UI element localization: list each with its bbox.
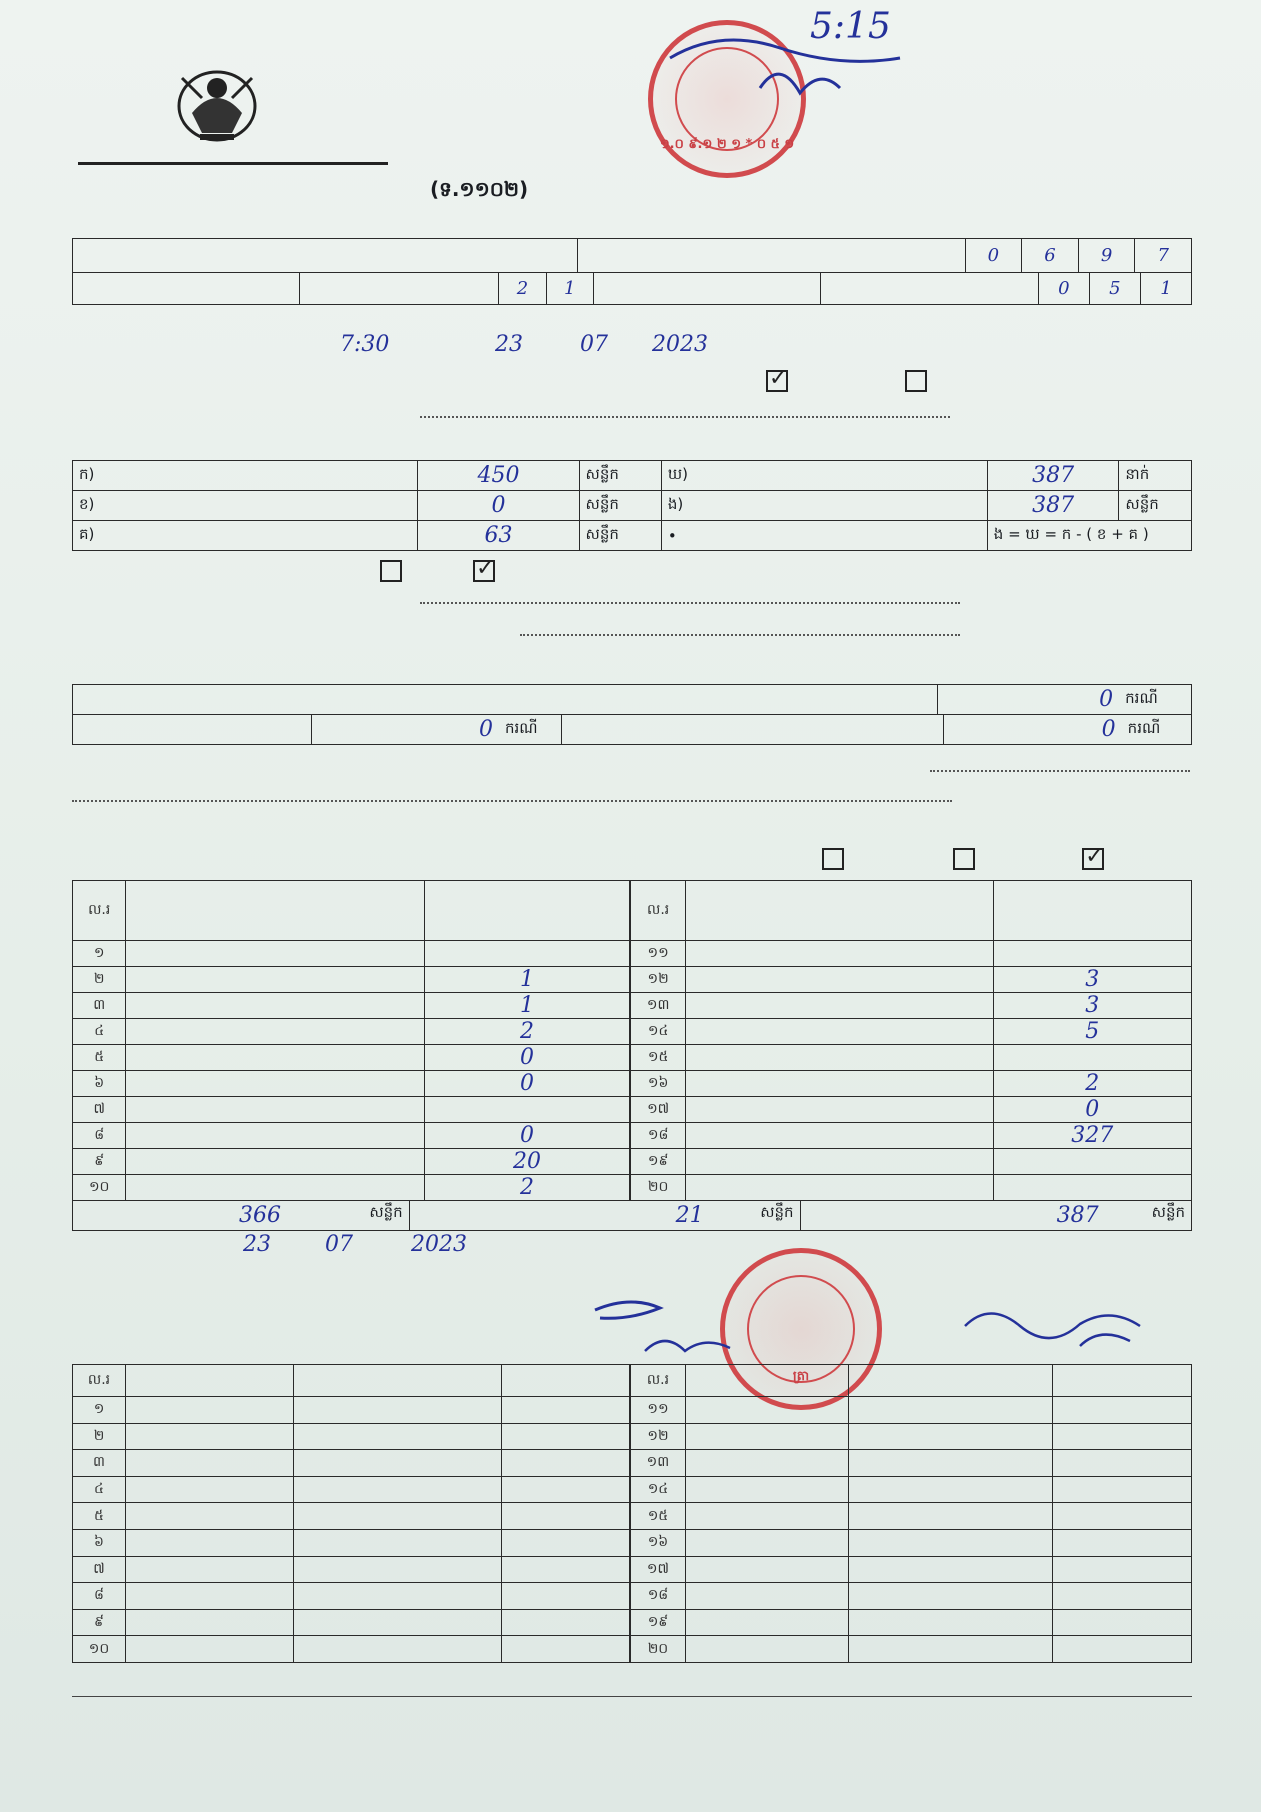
row-number: ៧ [73,1097,126,1123]
witness-party [294,1423,502,1450]
table-row [631,1071,1192,1097]
witness-party [294,1529,502,1556]
party-name [686,1045,993,1071]
signature-cell [1052,1450,1191,1477]
total-in-box-unit: សន្លឹក [1151,1203,1185,1221]
table-row [631,1175,1192,1201]
row-unit: សន្លឹក [579,461,661,491]
party-name [686,1123,993,1149]
vote-count: 327 [993,1123,1191,1149]
table-row [631,1097,1192,1123]
witness-party [848,1503,1052,1530]
signature-cell [1052,1609,1191,1636]
col-votes-header [993,881,1191,941]
vote-count: 20 [425,1149,630,1175]
row-number: ២ [73,967,126,993]
col-votes-header [425,881,630,941]
witness-name [126,1636,294,1663]
signature-cell [501,1583,629,1610]
witness-party [294,1503,502,1530]
witness-name [685,1423,848,1450]
row-label [710,521,988,551]
table-row [73,1097,630,1123]
table-row [631,1556,1192,1583]
party-name [126,1175,425,1201]
table-row [631,1149,1192,1175]
date-month: 07 [325,1232,353,1257]
section2-discrepancy-line [130,560,1190,584]
row-label [121,461,418,491]
row-label [121,521,418,551]
voters-value: 387 [987,461,1119,491]
footer-rule [72,1696,1192,1697]
vote-count [993,1149,1191,1175]
station-code-digit: 6 [1022,239,1079,273]
witness-name [685,1476,848,1503]
appealed-value: 0 [943,715,1121,745]
total-valid-unit: សន្លឹក [369,1203,403,1221]
table-row [631,941,1192,967]
signature-cell [1052,1423,1191,1450]
row-number: ១៧ [631,1097,686,1123]
ballots-received-value: 450 [418,461,579,491]
table-row [631,1397,1192,1424]
row-number: ១១ [631,941,686,967]
table-row [631,1609,1192,1636]
total-invalid-value: 21 [675,1203,704,1228]
row-number: ៧ [73,1556,126,1583]
total-in-box-cell [800,1201,1191,1231]
witness-name [685,1397,848,1424]
differs-checkbox[interactable] [905,370,927,392]
party-name [686,941,993,967]
date-year: 2023 [411,1232,467,1257]
section3-dotline-1 [930,770,1190,772]
vote-count: 3 [993,993,1191,1019]
row-number: ១៥ [631,1045,686,1071]
vote-count: 1 [425,967,630,993]
table-row [631,1045,1192,1071]
row-number: ១០ [73,1636,126,1663]
signature-cell [501,1476,629,1503]
table-row [73,1397,630,1424]
vote-count [425,1097,630,1123]
commune-code-digit: 0 [1038,273,1089,305]
witness-party [848,1450,1052,1477]
complaints-count-label [73,685,938,715]
witness-party [848,1636,1052,1663]
party-name [686,1149,993,1175]
row-number: ៤ [73,1476,126,1503]
row-number: ១៦ [631,1071,686,1097]
table-row [73,1045,630,1071]
totals-row [72,1200,1192,1231]
received-time: 5:15 [810,6,891,47]
party-name [686,1175,993,1201]
section3-dotline-2 [72,800,952,802]
witness-name [126,1503,294,1530]
party-name [126,1149,425,1175]
table-row [631,1423,1192,1450]
matches-checkbox[interactable] [766,370,788,392]
vote-count: 2 [425,1175,630,1201]
row-number: ១៤ [631,1019,686,1045]
row-number: ៣ [73,993,126,1019]
total-valid-cell [73,1201,410,1231]
witness-name [126,1583,294,1610]
ballots-unused-value: 63 [418,521,579,551]
witness-name [685,1583,848,1610]
table-row [631,1019,1192,1045]
col-no-header: ល.រ [73,881,126,941]
vote-count: 2 [425,1019,630,1045]
table-row [73,1583,630,1610]
row-unit: សន្លឹក [1119,491,1192,521]
signature-cell [1052,1636,1191,1663]
table-row [73,1423,630,1450]
table-row [631,1476,1192,1503]
witness-party [848,1609,1052,1636]
row-number: ១៨ [631,1583,686,1610]
witness-party [294,1583,502,1610]
row-number: ១១ [631,1397,686,1424]
signature-cell [1052,1397,1191,1424]
results-table-right [630,880,1192,1201]
row-number: ១៩ [631,1609,686,1636]
row-label [710,461,988,491]
row-number: ៥ [73,1045,126,1071]
witness-name [126,1556,294,1583]
party-name [686,993,993,1019]
results-table-left [72,880,630,1201]
district-code-digit: 2 [499,273,546,305]
signature-cell [501,1556,629,1583]
station-code-digit: 0 [965,239,1022,273]
row-number: ១៣ [631,993,686,1019]
witness-party [294,1450,502,1477]
witness-table-left [72,1364,630,1663]
option1-checkbox[interactable] [822,848,844,870]
row-letter: ក) [73,461,121,491]
row-number: ១៥ [631,1503,686,1530]
table-row [73,967,630,993]
row-letter: ឃ) [661,461,709,491]
count-day: 23 [495,332,523,357]
form-title [430,176,528,206]
complaints-count-value: 0 [938,685,1119,715]
section1-table [72,238,1192,273]
signature-cell [1052,1476,1191,1503]
ballot-reconciliation-table [72,460,1192,551]
signature-cell [501,1397,629,1424]
witness-party [294,1609,502,1636]
vote-count [993,1175,1191,1201]
col-no-header: ល.រ [73,1365,126,1397]
total-invalid-unit: សន្លឹក [760,1203,794,1221]
col-name-header [126,1365,294,1397]
commune-value [821,273,1039,305]
vote-count: 3 [993,967,1191,993]
section2-line2 [72,370,1172,398]
col-signature-header [1052,1365,1191,1397]
col-name-header [685,1365,848,1397]
commune-label [593,273,820,305]
formula: ង = ឃ = ក - ( ខ + គ ) [987,521,1191,551]
district-label [73,273,300,305]
resolved-value: 0 [311,715,499,745]
party-name [126,1019,425,1045]
section2-line1 [110,332,1190,366]
ballots-spoiled-value: 0 [418,491,579,521]
row-letter: ង) [661,491,709,521]
signature-cell [501,1609,629,1636]
row-unit: សន្លឹក [579,491,661,521]
witness-party [848,1423,1052,1450]
col-no-header: ល.រ [631,881,686,941]
commune-code-digit: 1 [1140,273,1191,305]
party-name [686,1097,993,1123]
row-number: ១០ [73,1175,126,1201]
vote-count [993,941,1191,967]
row-number: ២០ [631,1636,686,1663]
witness-party [294,1397,502,1424]
received-signature [660,18,920,108]
row-letter: • [661,521,709,551]
table-row [631,1636,1192,1663]
table-row [73,1175,630,1201]
total-invalid-cell [409,1201,800,1231]
row-number: ១ [73,941,126,967]
witness-name [126,1423,294,1450]
witness-name [126,1609,294,1636]
signature-cell [501,1503,629,1530]
witness-name [126,1397,294,1424]
commune-code-digit: 5 [1089,273,1140,305]
table-row [631,1583,1192,1610]
witness-name [126,1450,294,1477]
party-name [126,941,425,967]
table-row [73,1556,630,1583]
witness-party [294,1476,502,1503]
witness-party [848,1529,1052,1556]
section1-table-row2 [72,272,1192,305]
row-unit: នាក់ [1119,461,1192,491]
signature-cell [501,1423,629,1450]
row-number: ៨ [73,1583,126,1610]
row-number: ១៣ [631,1450,686,1477]
station-code-digit: 9 [1078,239,1135,273]
party-name [686,1019,993,1045]
chair-signature [590,1290,670,1330]
vote-count: 1 [425,993,630,1019]
row-number: ១៩ [631,1149,686,1175]
secretary-signature [960,1296,1160,1356]
table-row [631,967,1192,993]
row-label [121,491,418,521]
vote-count: 0 [425,1123,630,1149]
witness-table-right [630,1364,1192,1663]
stamp-code-bottom: ត្រា [792,1369,810,1384]
witness-name [685,1503,848,1530]
table-row [73,941,630,967]
complaints-count-unit: ករណី [1119,685,1191,715]
vote-count [993,1045,1191,1071]
signature-cell [501,1529,629,1556]
col-signature-header [501,1365,629,1397]
table-row [73,1149,630,1175]
table-row [73,1503,630,1530]
witness-party [848,1476,1052,1503]
row-number: ៦ [73,1071,126,1097]
row-number: ២ [73,1423,126,1450]
district-code-digit: 1 [546,273,593,305]
station-code-digit: 7 [1135,239,1192,273]
table-row [73,1123,630,1149]
org-underline [78,146,388,165]
note-dotline-2 [520,634,960,636]
table-row [73,1609,630,1636]
signature-cell [501,1636,629,1663]
row-number: ៦ [73,1529,126,1556]
row-number: ៥ [73,1503,126,1530]
count-month: 07 [580,332,608,357]
witness-party [848,1556,1052,1583]
witness-party [294,1556,502,1583]
table-row [631,1529,1192,1556]
count-time: 7:30 [340,332,390,357]
table-row [73,1450,630,1477]
option2-checkbox[interactable] [953,848,975,870]
vote-count [425,941,630,967]
witness-name [685,1609,848,1636]
option3-checkbox[interactable] [1082,848,1104,870]
witness-party [848,1397,1052,1424]
witness-name [126,1529,294,1556]
witness-party [294,1636,502,1663]
resolved-label [73,715,312,745]
party-name [126,1071,425,1097]
discrepancy-dotline [420,416,950,418]
complaints-table [72,684,1192,715]
table-row [73,1476,630,1503]
row-unit: សន្លឹក [579,521,661,551]
station-name-value [578,239,966,273]
row-number: ១៧ [631,1556,686,1583]
vote-count: 2 [993,1071,1191,1097]
table-row [631,1450,1192,1477]
vote-count: 0 [993,1097,1191,1123]
signature-cell [1052,1583,1191,1610]
signature-cell [1052,1503,1191,1530]
col-party-header [126,881,425,941]
has-discrepancy-checkbox[interactable] [380,560,402,582]
vote-count: 0 [425,1071,630,1097]
table-row [73,993,630,1019]
total-valid-value: 366 [239,1203,281,1228]
party-name [126,1123,425,1149]
row-letter: គ) [73,521,121,551]
table-row [73,1529,630,1556]
row-label [710,491,988,521]
row-number: ២០ [631,1175,686,1201]
row-number: ១៤ [631,1476,686,1503]
row-number: ៩ [73,1149,126,1175]
party-name [686,1071,993,1097]
signature-cell [501,1450,629,1477]
complaints-table-row2 [72,714,1192,745]
row-number: ៩ [73,1609,126,1636]
count-year: 2023 [652,332,708,357]
total-in-box-value: 387 [1056,1203,1099,1228]
vote-count: 0 [425,1045,630,1071]
resolved-unit: ករណី [499,715,561,745]
section4-options [130,848,1130,872]
party-name [686,967,993,993]
party-name [126,1045,425,1071]
col-party-header [686,881,993,941]
appealed-label [561,715,943,745]
form-code: (ទ.១១០២) [430,177,529,201]
table-row [73,1071,630,1097]
table-row [631,1123,1192,1149]
row-number: ១២ [631,967,686,993]
party-name [126,993,425,1019]
party-name [126,967,425,993]
signature-cell [1052,1556,1191,1583]
stamp-code: ១.០ ៩.១ ២ ១ * ០ ៥ ១ [659,137,795,152]
row-number: ៣ [73,1450,126,1477]
chair-name-signature [640,1326,740,1366]
no-discrepancy-checkbox[interactable] [473,560,495,582]
ballots-in-box-value: 387 [987,491,1119,521]
row-number: ៤ [73,1019,126,1045]
date-day: 23 [243,1232,271,1257]
row-letter: ខ) [73,491,121,521]
appealed-unit: ករណី [1122,715,1192,745]
witness-name [685,1450,848,1477]
row-number: ១ [73,1397,126,1424]
col-party-header [848,1365,1052,1397]
col-no-header: ល.រ [631,1365,686,1397]
row-number: ៨ [73,1123,126,1149]
witness-name [685,1529,848,1556]
row-number: ១២ [631,1423,686,1450]
witness-name [126,1476,294,1503]
table-row [631,993,1192,1019]
table-row [73,1636,630,1663]
emblem-icon [172,58,262,146]
witness-party [848,1583,1052,1610]
row-number: ១៦ [631,1529,686,1556]
party-name [126,1097,425,1123]
table-row [631,1503,1192,1530]
note-dotline-1 [420,602,960,604]
vote-count: 5 [993,1019,1191,1045]
col-party-header [294,1365,502,1397]
row-number: ១៨ [631,1123,686,1149]
district-value [300,273,499,305]
table-row [73,1019,630,1045]
station-name-label [73,239,578,273]
witness-name [685,1636,848,1663]
witness-name [685,1556,848,1583]
signature-cell [1052,1529,1191,1556]
